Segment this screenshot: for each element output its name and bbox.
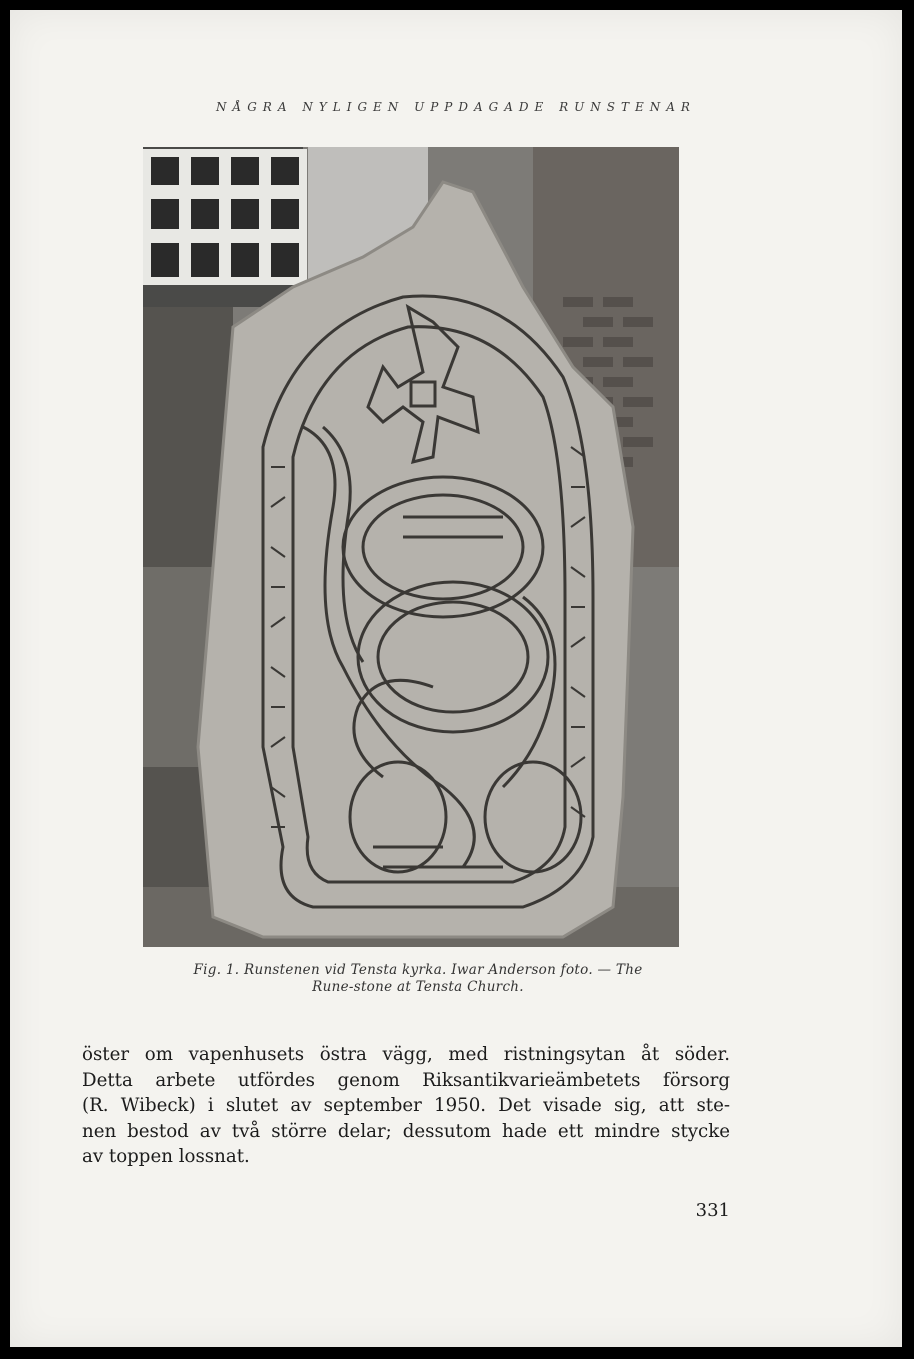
page-number: 331 [695, 1200, 730, 1221]
running-head: NÅGRA NYLIGEN UPPDAGADE RUNSTENAR [216, 100, 696, 114]
body-line-4: nen bestod av två större delar; dessutom hade ett mindre stycke [82, 1120, 730, 1142]
rune-stone-photo [143, 147, 679, 947]
body-line-2: Detta arbete utfördes genom Riksantikvarieämbetets försorg [82, 1069, 730, 1091]
body-line-5: av toppen lossnat. [82, 1146, 250, 1167]
body-paragraph [82, 1042, 730, 1170]
caption-line-2: Rune-stone at Tensta Church. [312, 979, 524, 995]
body-line-3: (R. Wibeck) i slutet av september 1950. Det visade sig, att ste- [82, 1095, 730, 1116]
body-line-1: öster om vapenhusets östra vägg, med ristningsytan åt söder. [82, 1044, 730, 1065]
book-page [10, 10, 902, 1347]
figure-caption [138, 962, 698, 996]
caption-line-1: Fig. 1. Runstenen vid Tensta kyrka. Iwar Anderson foto. — The [193, 962, 643, 978]
